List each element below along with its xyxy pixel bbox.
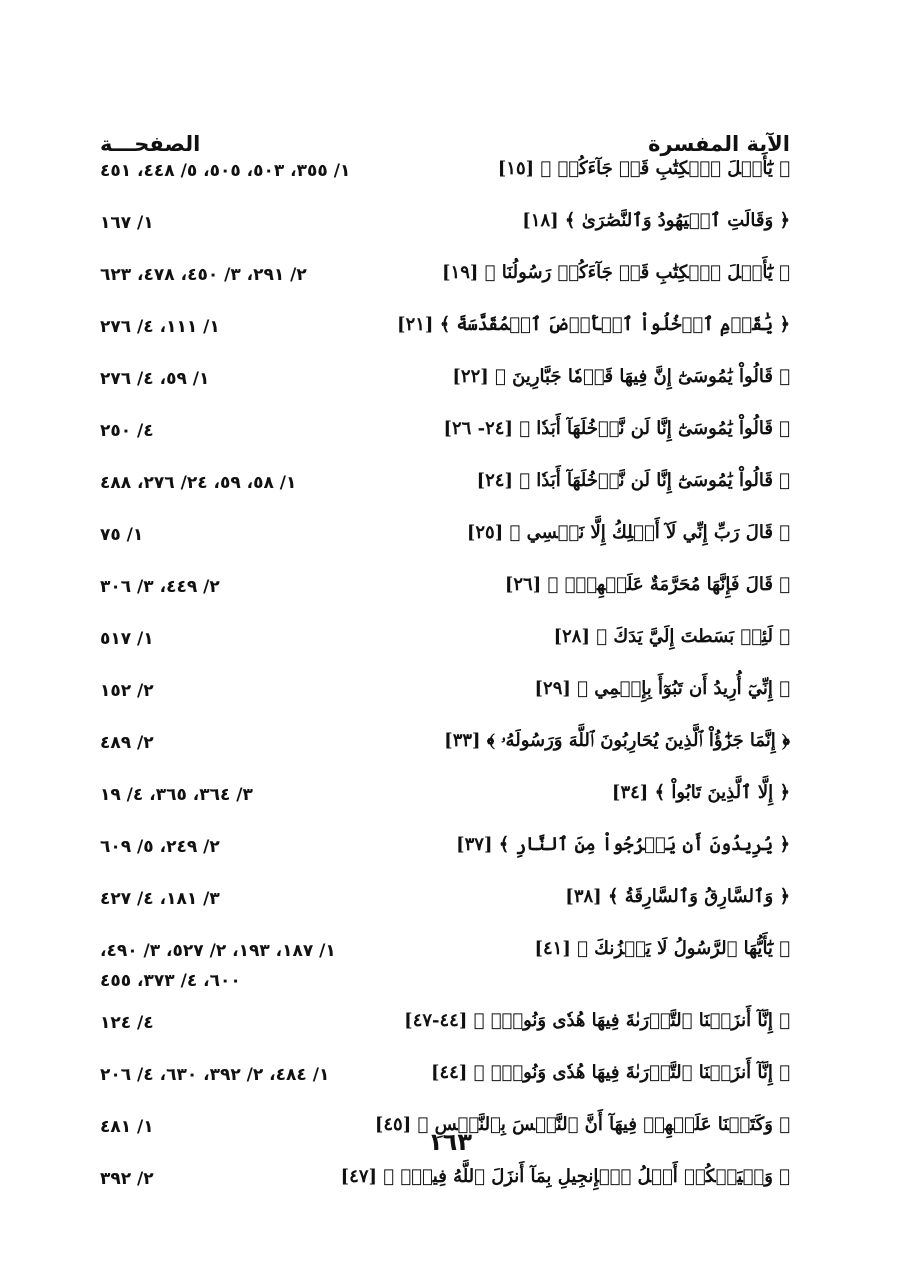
verse-cell: ﴿ قَالُواْ يَٰمُوسَىٰٓ إِنَّا لَن نَّدۡخُلَهَآ أَبَدٗا ﴾ [٢٤] xyxy=(476,470,790,491)
table-row xyxy=(100,676,790,728)
verse-cell: ﴿ يَٰٓأَيُّهَا ٱلرَّسُولُ لَا يَحۡزُنكَ ﴾ [٤١] xyxy=(534,938,790,959)
verse-cell: ﴿ يَٰٓأَهۡلَ ٱلۡكِتَٰبِ قَدۡ جَآءَكُمۡ ﴾ [١٥] xyxy=(497,158,790,179)
page-refs-cell: ١/ ٥١٧ xyxy=(100,629,154,649)
table-row xyxy=(100,416,790,468)
column-headers xyxy=(100,112,790,156)
table-row xyxy=(100,156,790,208)
verse-cell: ﴿ إِنَّآ أَنزَلۡنَا ٱلتَّوۡرَىٰةَ فِيهَا هُدٗى وَنُورٞۚ ﴾ [٤٤] xyxy=(430,1062,790,1083)
page-refs-cell: ٢/ ٣٩٢ xyxy=(100,1169,154,1189)
page-refs-cell: ١/ ٤٨١ xyxy=(100,1117,154,1137)
page-column-header: الصفحـــة xyxy=(100,132,201,156)
table-row xyxy=(100,1060,790,1112)
table-row xyxy=(100,468,790,520)
page-number: ١٦٣ xyxy=(428,1128,472,1156)
table-row xyxy=(100,1164,790,1216)
verse-cell: ﴿ يَٰٓأَهۡلَ ٱلۡكِتَٰبِ قَدۡ جَآءَكُمۡ رَسُولُنَا ﴾ [١٩] xyxy=(442,262,790,283)
page-refs-cell: ١/ ١٨٧، ١٩٣، ٢/ ٥٢٧، ٣/ ٤٩٠، ٦٠٠، ٤/ ٣٧٣، ٤٥٥ xyxy=(100,941,336,991)
index-table xyxy=(100,156,790,1216)
page-refs-cell: ٢/ ٤٤٩، ٣/ ٣٠٦ xyxy=(100,577,220,597)
table-row xyxy=(100,208,790,260)
verse-cell: ﴿ يُرِيدُونَ أَن يَخۡرُجُواْ مِنَ ٱلنَّارِ ﴾ [٣٧] xyxy=(456,834,790,855)
page-refs-cell: ١/ ٣٥٥، ٥٠٣، ٥٠٥، ٥/ ٤٤٨، ٤٥١ xyxy=(100,161,351,181)
verse-cell: ﴿ وَلۡيَحۡكُمۡ أَهۡلُ ٱلۡإِنجِيلِ بِمَآ أَنزَلَ ٱللَّهُ فِيهِۚ ﴾ [٤٧] xyxy=(340,1166,790,1187)
page-refs-cell: ٢/ ٢٤٩، ٥/ ٦٠٩ xyxy=(100,837,220,857)
page-refs-cell: ٣/ ١٨١، ٤/ ٤٢٧ xyxy=(100,889,220,909)
table-row xyxy=(100,728,790,780)
verse-cell: ﴿ إِنَّآ أَنزَلۡنَا ٱلتَّوۡرَىٰةَ فِيهَا هُدٗى وَنُورٞۚ ﴾ [٤٤-٤٧] xyxy=(404,1010,790,1031)
page-refs-cell: ٢/ ٢٩١، ٣/ ٤٥٠، ٤٧٨، ٦٢٣ xyxy=(100,265,307,285)
verse-cell: ﴿ وَقَالَتِ ٱلۡيَهُودُ وَٱلنَّصَٰرَىٰ ﴾ [١٨] xyxy=(522,210,790,231)
page-refs-cell: ١/ ٧٥ xyxy=(100,525,144,545)
verse-cell: ﴿ إِنِّيٓ أُرِيدُ أَن تَبُوٓأَ بِإِثۡمِي ﴾ [٢٩] xyxy=(534,678,790,699)
verse-cell: ﴿ إِلَّا ٱلَّذِينَ تَابُواْ ﴾ [٣٤] xyxy=(611,782,790,803)
page-refs-cell: ٢/ ١٥٢ xyxy=(100,681,154,701)
verse-cell: ﴿ قَالَ رَبِّ إِنِّي لَآ أَمۡلِكُ إِلَّا نَفۡسِي ﴾ [٢٥] xyxy=(466,522,790,543)
table-row xyxy=(100,780,790,832)
verse-cell: ﴿ قَالَ فَإِنَّهَا مُحَرَّمَةٌ عَلَيۡهِمۡۛ ﴾ [٢٦] xyxy=(504,574,790,595)
verse-cell: ﴿ قَالُواْ يَٰمُوسَىٰٓ إِنَّا لَن نَّدۡخُلَهَآ أَبَدٗا ﴾ [٢٤- ٢٦] xyxy=(443,418,790,439)
verse-cell: ﴿ قَالُواْ يَٰمُوسَىٰٓ إِنَّ فِيهَا قَوۡمٗا جَبَّارِينَ ﴾ [٢٢] xyxy=(452,366,790,387)
table-row xyxy=(100,832,790,884)
verse-cell: ﴿ وَٱلسَّارِقُ وَٱلسَّارِقَةُ ﴾ [٣٨] xyxy=(565,886,790,907)
table-row xyxy=(100,884,790,936)
page-refs-cell: ١/ ١٦٧ xyxy=(100,213,154,233)
table-row xyxy=(100,624,790,676)
page-refs-cell: ٣/ ٣٦٤، ٣٦٥، ٤/ ١٩ xyxy=(100,785,253,805)
table-row xyxy=(100,936,790,1008)
verse-cell: ﴿ يَٰقَوۡمِ ٱدۡخُلُواْ ٱلۡأَرۡضَ ٱلۡمُقَدَّسَةَ ﴾ [٢١] xyxy=(397,314,790,335)
table-row xyxy=(100,364,790,416)
page-refs-cell: ١/ ٥٨، ٥٩، ٢٤/ ٢٧٦، ٤٨٨ xyxy=(100,473,297,493)
table-row xyxy=(100,260,790,312)
table-row xyxy=(100,1008,790,1060)
page-refs-cell: ١/ ٤٨٤، ٢/ ٣٩٢، ٦٣٠، ٤/ ٢٠٦ xyxy=(100,1065,330,1085)
table-row xyxy=(100,520,790,572)
table-row xyxy=(100,572,790,624)
page-refs-cell: ٤/ ١٢٤ xyxy=(100,1013,154,1033)
verse-cell: ﴿ وَكَتَبۡنَا عَلَيۡهِمۡ فِيهَآ أَنَّ ٱلنَّفۡسَ بِٱلنَّفۡسِ ﴾ [٤٥] xyxy=(374,1114,790,1135)
verse-cell: ﴿ لَئِنۢ بَسَطتَ إِلَيَّ يَدَكَ ﴾ [٢٨] xyxy=(553,626,790,647)
page-refs-cell: ٢/ ٤٨٩ xyxy=(100,733,154,753)
verse-cell: ﴿ إِنَّمَا جَزَٰٓؤُاْ ٱلَّذِينَ يُحَارِبُونَ ٱللَّهَ وَرَسُولَهُۥ ﴾ [٣٣] xyxy=(444,730,790,751)
page-refs-cell: ١/ ٥٩، ٤/ ٢٧٦ xyxy=(100,369,210,389)
index-page xyxy=(100,112,790,1216)
verse-column-header: الآية المفسرة xyxy=(648,132,790,156)
page-refs-cell: ١/ ١١١، ٤/ ٢٧٦ xyxy=(100,317,220,337)
table-row xyxy=(100,312,790,364)
page-refs-cell: ٤/ ٢٥٠ xyxy=(100,421,154,441)
